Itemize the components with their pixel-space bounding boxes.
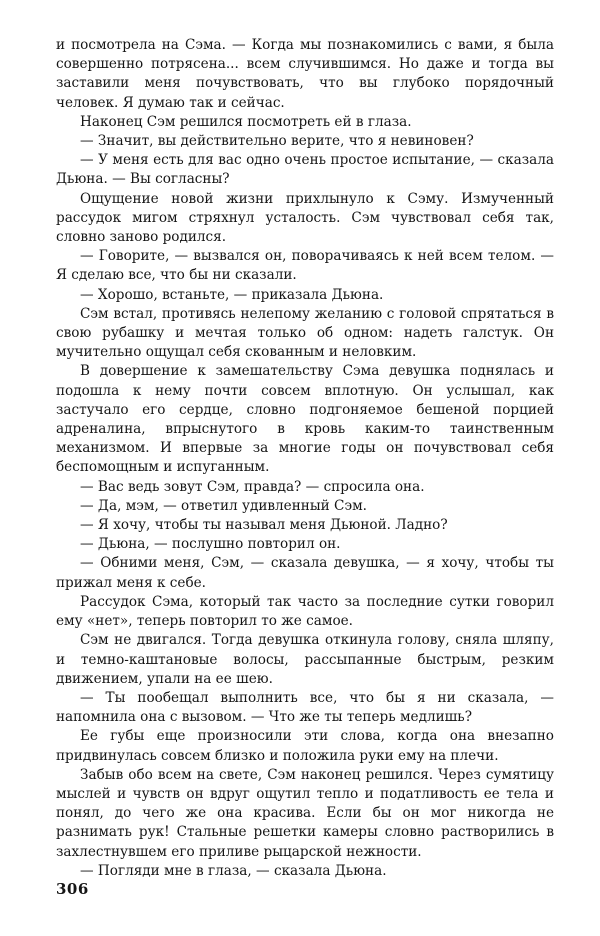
paragraph: Ощущение новой жизни прихлынуло к Сэму. Измученный рассудок мигом стряхнул усталость. Сэм чувствовал себя так, словно заново родился. (56, 190, 554, 246)
paragraph: Наконец Сэм решился посмотреть ей в глаза. (80, 113, 412, 130)
dialogue-line: — Дьюна, — послушно повторил он. (80, 536, 341, 553)
dialogue-line: — Я хочу, чтобы ты называл меня Дьюной. Ладно? (80, 517, 448, 534)
paragraph: Сэм встал, противясь нелепому желанию с головой спрятаться в свою рубашку и мечтая только об одном: надеть галстук. Он мучительно ощущал себя скованным и неловким. (56, 305, 554, 361)
paragraph-continuation: и посмотрела на Сэма. — Когда мы познакомились с вами, я была совершенно потрясена... всем случившимся. Но даже и тогда вы заставили меня почувствовать, что вы глубоко порядочный человек. Я думаю так и сейчас. (56, 37, 554, 111)
dialogue-line: — У меня есть для вас одно очень простое испытание, — сказала Дьюна. — Вы согласны? (56, 152, 554, 188)
paragraph: Ее губы еще произносили эти слова, когда она внезапно придвинулась совсем близко и положила руки ему на плечи. (56, 728, 554, 764)
page-body-text (56, 36, 554, 881)
dialogue-line: — Говорите, — вызвался он, поворачиваясь к ней всем телом. — Я сделаю все, что бы ни сказали. (56, 248, 554, 284)
paragraph: Забыв обо всем на свете, Сэм наконец решился. Через сумятицу мыслей и чувств он вдруг ощутил тепло и податливость ее тела и понял, до чего же она красива. Если бы он мог никогда не разнимать рук! Стальные решетки камеры словно растворились в захлестнувшем его приливе рыцарской нежности. (56, 766, 554, 860)
dialogue-line: — Обними меня, Сэм, — сказала девушка, — я хочу, чтобы ты прижал меня к себе. (56, 555, 554, 591)
paragraph: Рассудок Сэма, который так часто за последние сутки говорил ему «нет», теперь повторил то же самое. (56, 593, 554, 630)
page-number: 306 (56, 880, 89, 898)
dialogue-line: — Погляди мне в глаза, — сказала Дьюна. (80, 862, 387, 879)
dialogue-line: — Значит, вы действительно верите, что я невиновен? (80, 133, 474, 150)
paragraph: Сэм не двигался. Тогда девушка откинула голову, сняла шляпу, и темно-каштановые волосы, рассыпанные быстрым, резким движением, упали на ее шею. (56, 632, 554, 687)
dialogue-line: — Да, мэм, — ответил удивленный Сэм. (80, 497, 367, 514)
dialogue-line: — Хорошо, встаньте, — приказала Дьюна. (80, 286, 384, 303)
dialogue-line: — Ты пообещал выполнить все, что бы я ни сказала, — напомнила она с вызовом. — Что же ты теперь медлишь? (56, 689, 554, 726)
paragraph: В довершение к замешательству Сэма девушка поднялась и подошла к нему почти совсем вплотную. Он услышал, как застучало его сердце, словно подгоняемое бешеной порцией адреналина, впрыснутого в кровь каким-то таинственным механизмом. И впервые за многие годы он почувствовал себя беспомощным и испуганным. (56, 363, 554, 476)
dialogue-line: — Вас ведь зовут Сэм, правда? — спросила она. (80, 478, 425, 495)
